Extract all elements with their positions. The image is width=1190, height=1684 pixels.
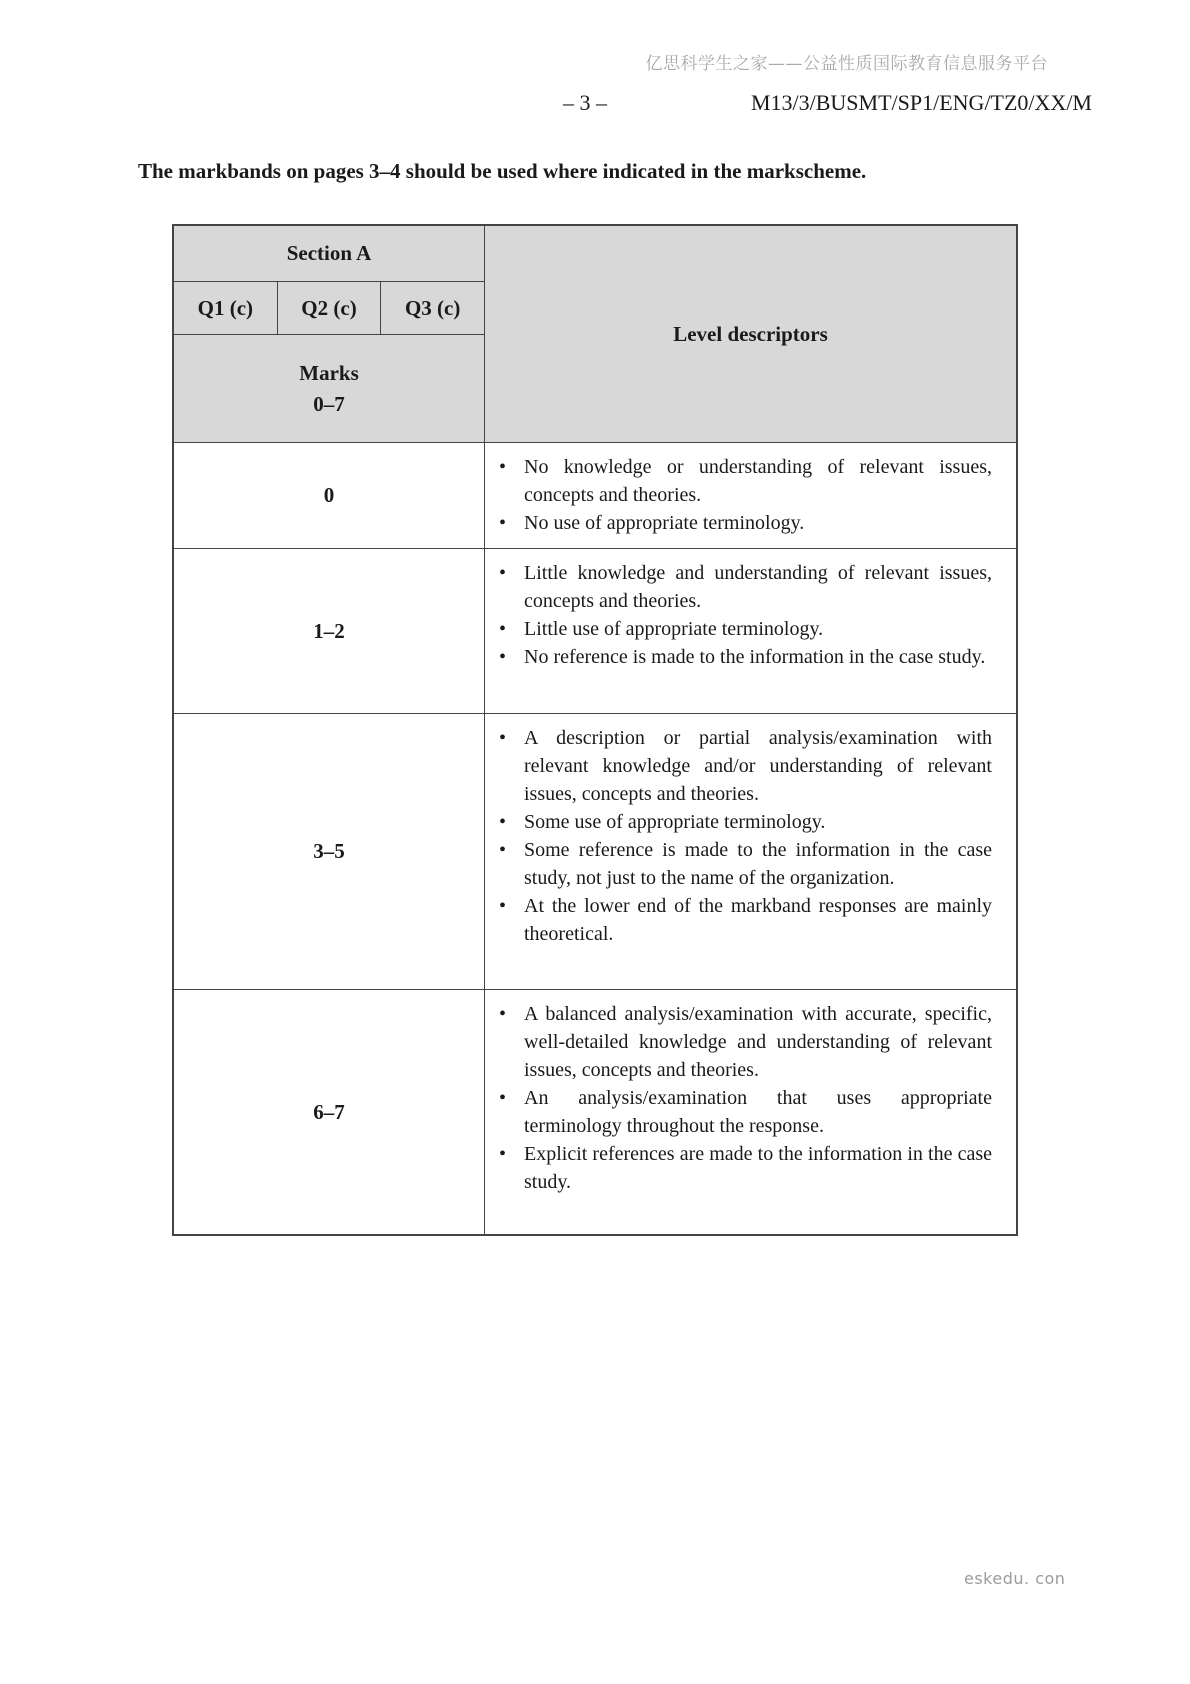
level-descriptors-header: Level descriptors [673,321,828,346]
descriptor-bullet-item [499,643,992,671]
descriptor-bullet-item [499,892,992,948]
table-header-left [174,226,485,442]
descriptor-text: A description or partial analysis/examination with relevant knowledge and/or understanding of relevant issues, concepts and theories. [524,727,992,805]
descriptor-bullet-item [499,1000,992,1084]
bullet-icon: • [499,839,507,861]
bullet-icon: • [499,646,507,668]
descriptor-bullet-item [499,559,992,615]
question-header-row [174,282,484,335]
bottom-watermark: eskedu. con [964,1569,1066,1588]
descriptor-list [485,549,1016,713]
descriptor-text: Little use of appropriate terminology. [524,618,824,640]
table-row [174,989,1016,1234]
descriptor-list [485,443,1016,548]
bullet-icon: • [499,456,507,478]
marks-header [174,335,484,442]
bullet-icon: • [499,727,507,749]
descriptor-bullet-item [499,1084,992,1140]
marks-value: 6–7 [174,990,485,1234]
descriptor-bullet-item [499,453,992,509]
descriptor-text: Some use of appropriate terminology. [524,811,826,833]
descriptor-bullet-item [499,509,992,537]
question-header-q1c: Q1 (c) [197,295,254,320]
descriptor-bullet-item [499,836,992,892]
descriptor-text: No reference is made to the information in the case study. [524,646,986,668]
descriptor-bullet-item [499,724,992,808]
table-header [174,226,1016,442]
descriptor-text: At the lower end of the markband responses are mainly theoretical. [524,895,992,945]
bullet-icon: • [499,618,507,640]
table-row [174,442,1016,548]
bullet-icon: • [499,1087,507,1109]
bullet-icon: • [499,1003,507,1025]
descriptor-text: No knowledge or understanding of relevant issues, concepts and theories. [524,456,992,506]
bullet-icon: • [499,1143,507,1165]
markband-instruction: The markbands on pages 3–4 should be used where indicated in the markscheme. [138,159,867,183]
descriptor-bullet-item [499,615,992,643]
descriptor-bullet-item [499,808,992,836]
marks-value: 3–5 [174,714,485,989]
marks-range: 0–7 [313,391,345,416]
bullet-icon: • [499,811,507,833]
bullet-icon: • [499,562,507,584]
descriptor-list [485,714,1016,989]
bullet-icon: • [499,512,507,534]
descriptor-text: Explicit references are made to the information in the case study. [524,1143,992,1193]
marks-value: 1–2 [174,549,485,713]
descriptor-text: Little knowledge and understanding of relevant issues, concepts and theories. [524,562,992,612]
descriptor-list [485,990,1016,1234]
document-code: M13/3/BUSMT/SP1/ENG/TZ0/XX/M [750,90,1092,115]
descriptor-text: An analysis/examination that uses appropriate terminology throughout the response. [524,1087,992,1137]
descriptor-text: Some reference is made to the information in the case study, not just to the name of the organization. [524,839,992,889]
descriptor-text: A balanced analysis/examination with accurate, specific, well-detailed knowledge and understanding of relevant issues, concepts and theories. [524,1003,992,1081]
question-header-q3c: Q3 (c) [380,282,484,334]
bullet-icon: • [499,895,507,917]
markband-table [172,224,1018,1236]
question-header-q2c: Q2 (c) [277,282,381,334]
table-row [174,713,1016,989]
section-a-header: Section A [174,226,484,282]
descriptor-text: No use of appropriate terminology. [524,512,805,534]
table-row [174,548,1016,713]
marks-value: 0 [174,443,485,548]
marks-label: Marks [299,360,359,385]
descriptor-bullet-item [499,1140,992,1196]
page-number: – 3 – [563,90,607,115]
top-watermark: 亿思科学生之家——公益性质国际教育信息服务平台 [645,54,1048,74]
